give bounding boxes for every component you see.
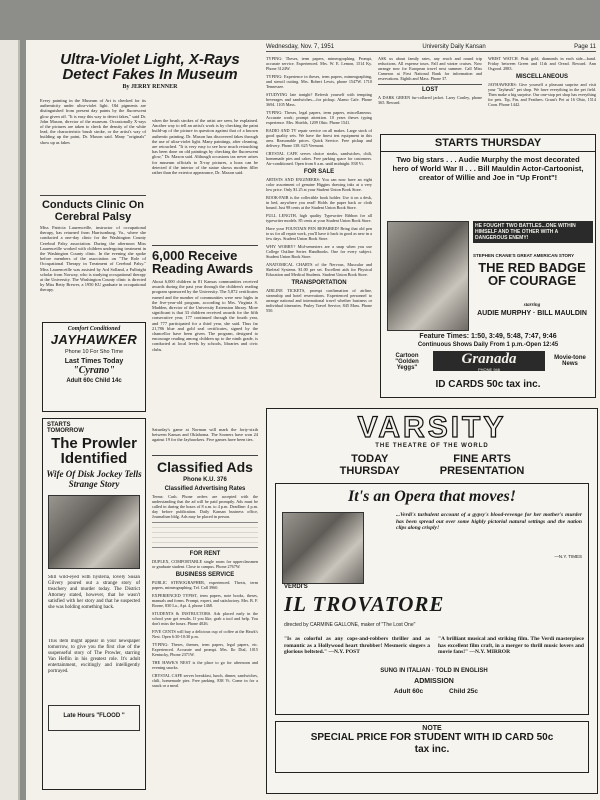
palsy-headline: Conducts Clinic On Cerebral Palsy <box>41 199 145 223</box>
trovatore-photo <box>282 512 364 584</box>
granada-red-badge: THE RED BADGE OF COURAGE <box>478 260 586 288</box>
c3-a3: STUDYING late tonight? Refresh yourself with tempting beverages and sandwiches—for pickup. Alamo Cafe. Phone 3694. 1105 Mass. <box>266 92 372 107</box>
trovatore-quote: ...Verdi's turbulent account of a gypsy's blood-revenge for her mother's murder has been spread out over some highly pictorial natural settings and the nation clips along crisply! <box>396 512 582 531</box>
misc-head: MISCELLANEOUS <box>515 74 568 80</box>
classified-phone: Phone K.U. 376 <box>183 477 227 483</box>
transportation-head: TRANSPORTATION <box>291 280 347 286</box>
bus-6: THE HAWK'S NEST is the place to go for afternoon and evening snacks. <box>152 660 258 670</box>
granada-cartoon: Cartoon "Golden Yeggs" <box>395 353 419 371</box>
trovatore-box <box>275 483 589 715</box>
prowler-body2: This item might appear in your newspaper tomorrow, to give you the first clue of the suspenseful story of The Prowler, starring Van Heflin in his greatest role. It's adult entertainment, excitingly and intelligently portrayed. <box>48 639 140 674</box>
for-sale-head: FOR SALE <box>303 169 335 175</box>
granada-movietone: Movie-tone News <box>554 355 586 367</box>
museum-continued: when the brush strokes of the artist are seen, he explained. Another way to tell an artist's work is by checking the paint build-up of the picture in question against that of a known authentic painting. Dr. Maxon has discovered fakes through the use of ultra-violet light. Many paintings, after cleaning, are retouched. "It is very easy to see how much retouching has been done on old paintings by checking the fluorescent glow," Dr. Maxon said. Although occasions tax never arises for museum officials to X-ray pictures, a hoax can be detected if the interior of the statue shows modern filler rather than the exterior appearance, Dr. Maxon said. <box>152 118 258 176</box>
c3-a4: TYPING: Theses, legal papers, term papers, miscellaneous. Accurate work; prompt attention. 10 years theses typing experience. Mrs. Shields, 1209 Ohio. Phone 1541. <box>266 110 372 125</box>
jayhawker-name: JAYHAWKER <box>50 332 138 347</box>
story-museum <box>40 52 260 92</box>
jayhawker-prices: Adult 60c Child 14c <box>66 378 122 384</box>
awards-headline: 6,000 Receive Reading Awards <box>152 248 254 276</box>
c3-s6: ANATOMICAL CHARTS of the Nervous, Muscular and Skeletal Systems. $1.00 per set. Excellent aids for Physical Education and Medical Students. Student Union Book Store. <box>266 262 372 277</box>
granada-times: Feature Times: 1:50, 3:49, 5:48, 7:47, 9:46 <box>419 333 557 340</box>
granada-starts: STARTS THURSDAY <box>381 135 595 152</box>
granada-stars: AUDIE MURPHY · BILL MAULDIN <box>477 310 587 317</box>
c3-t1: AIRLINE TICKETS, prompt confirmation of airline, steamship and hotel reservations. Experienced personnel to arrange national and international travel whether business or individual itineraries. Pasley Travel Service, 845 Mass. Phone 550. <box>266 288 372 313</box>
granada-phone: PHONE 946 <box>477 367 500 372</box>
prowler-tomorrow: TOMORROW <box>47 428 84 434</box>
prowler-footer-box <box>48 705 140 731</box>
granada-starring: starring <box>523 303 541 308</box>
header-date: Wednesday, Nov. 7, 1951 <box>266 44 335 50</box>
c3-a1: TYPING: Theses, term papers, mimeographing. Prompt, accurate service. Experienced. Mrs. W. E. Lemon, 1514 Ky. Phone 3124W. <box>266 56 372 71</box>
varsity-fine-arts: FINE ARTS <box>453 453 511 465</box>
museum-body: Every painting in the Museum of Art is checked for its authenticity under ultra-violet light. Old pigments are distinguished from present day paints by the fluorescent glow given off. "It is easy this way to detect fakes," said Dr. John Maxon, director of the museum. Occasionally X-rays of the pictures are taken to check the density of the white lead, the characteristic brush stroke, or the artist's way of building up the paint, Dr. Maxon said. Many "originals" show up as fakes <box>40 98 146 145</box>
jayhawker-ad <box>42 322 146 412</box>
trovatore-verdis: VERDI'S <box>284 584 308 590</box>
bus-2: EXPERIENCED TYPIST, term papers, note books, theses, manuals and forms. Prompt, expert, and satisfactory. Mrs. B. F. Boone, 830 La., Apt. 4, phone 1468. <box>152 593 258 608</box>
trovatore-child: Child 25c <box>449 688 478 695</box>
story-reading-awards <box>152 242 258 463</box>
c5-wrist: WRIST WATCH. Pink gold, diamonds in each side—band. Friday between Green and 11th and Oread. Reward. Ann Osgood. 2883. <box>488 56 596 71</box>
note-label: NOTE <box>422 725 442 732</box>
student-price-box <box>275 721 589 773</box>
varsity-sub: THE THEATRE OF THE WORLD <box>375 443 489 449</box>
varsity-ad <box>266 408 598 794</box>
classified-rates-body: Terms: Cash. Phone orders are accepted with the understanding that the ad will be paid promptly. Ads must be called in during the hours of 8 a.m. to 4 p.m. Deadline: 4 p.m. day before publication. Daily Kansan business office, Journalism bldg. Ads may be placed in person. <box>152 494 258 519</box>
classified-col-3 <box>266 56 372 400</box>
granada-cont: Continuous Shows Daily From 1 p.m.-Open 12:45 <box>417 342 559 348</box>
trovatore-title: IL TROVATORE <box>284 592 445 616</box>
rates-table <box>152 522 258 548</box>
c4-a1: ASK us about family rates, any reach and round trip reductions. All expense tours. Fall and winter cruises. Now arrange now for European travel next summer. Call Miss Cameron at First National Bank for information and reservations. Eighth and Mass. Phone 37. <box>378 56 482 81</box>
granada-fought: HE FOUGHT TWO BATTLES...ONE WITHIN HIMSELF AND THE OTHER WITH A DANGEROUS ENEMY! <box>473 221 593 243</box>
c4-l1: A DARK GREEN fur-collared jacket. Larry Conley, phone 365. Reward. <box>378 95 482 105</box>
header-paper: University Daily Kansan <box>422 44 486 50</box>
varsity-today: TODAY <box>351 453 389 465</box>
student-price: SPECIAL PRICE FOR STUDENT WITH ID CARD 50c tax inc. <box>310 732 554 755</box>
granada-id: ID CARDS 50c tax inc. <box>435 379 541 390</box>
business-head: BUSINESS SERVICE <box>175 572 235 578</box>
c3-a6: CRYSTAL CAFE serves choice steaks, sandwiches, chili, homemade pies and cakes. Free parking space for customers. Air-conditioned. Open from 6 a.m. until midnight. 838 Vt. <box>266 151 372 166</box>
granada-name: Granada <box>461 351 517 367</box>
jayhawker-sub: Phone 10 For Sho Time <box>64 349 124 355</box>
c3-a2: TYPING: Experience in theses, term papers, mimeographing, and stencil cutting. Mrs. Robert Lewis, phone 1547W. 1710 Tennessee. <box>266 74 372 89</box>
prowler-photo <box>48 495 140 569</box>
museum-byline: By JERRY RENNER <box>122 84 178 90</box>
trovatore-sung: SUNG IN ITALIAN · TOLD IN ENGLISH <box>380 668 488 674</box>
trovatore-admission: ADMISSION <box>414 678 454 685</box>
c5-m1: JAYHAWKERS: Give yourself a pleasant surprise and visit your "Jayhawk" pet shop. We have everything in the pet field. Then make a big surprise. Our one-stop pet shop has everything for pets. Tip, Fin, and Feathers. Grant's Pet at 16 Ohio, 1514 Coon. Phone 1442. <box>488 82 596 107</box>
header-page: Page 11 <box>574 44 596 50</box>
bus-3: STUDENTS & INSTRUCTORS. Ads placed early in the school year get results. If you like, grab a tool and help. You don't miss the hours. Phone 4026. <box>152 611 258 626</box>
trovatore-directed: directed by CARMINE GALLONE, maker of "The Lost One" <box>284 622 416 628</box>
bus-7: CRYSTAL CAFE serves breakfast, lunch, dinner, sandwiches, chili, homemade pies. Free parking. 838 Vt. Come in for a snack or a meal. <box>152 673 258 688</box>
granada-line1: Two big stars . . . Audie Murphy the most decorated hero of World War II . . . Bill Mauldin Actor-Cartoonist, creator of Willie and Joe in "Up Front"! <box>392 155 584 182</box>
varsity-thursday: THURSDAY <box>339 465 400 477</box>
jayhawker-last: Last Times Today <box>64 358 124 365</box>
classified-rates-head: Classified Advertising Rates <box>164 486 246 492</box>
classified-section <box>152 452 258 792</box>
adjacent-page-edge <box>0 40 20 800</box>
granada-photo <box>387 221 469 331</box>
bus-1: PUBLIC STENOGRAPHER, experienced. Thesis, term papers, mimeographing. Tel. Call 3960. <box>152 580 258 590</box>
museum-headline: Ultra-Violet Light, X-Rays Detect Fakes In Museum <box>60 52 240 83</box>
awards-body: About 6,000 children in 81 Kansas communities received awards during the past year through the children's reading program sponsored by the University. The 5,872 certificates earned and the number of communities were new highs in the five-year-old program, according to Mrs. Virginia S. Madden, director of the University Extension library. More significant is that 33 children received awards for the fifth consecutive year, 177 continued through the fourth year, and 777 participated for a third year, she said. Thus far 21,786 blue and gold seal certificates, signed by the chancellor have been given. The program, designed to encourage reading among children up to the ninth grade, is conducted at local levels by schools, libraries and civic clubs. <box>152 279 258 352</box>
prowler-body: Still wild-eyed with hysteria, lovely Susan Gilvery poured out a strange story of treachery and murder today. The District Attorney stated, however, that he wasn't satisfied with her story and that he suspected she was holding something back. <box>48 575 140 610</box>
trovatore-quote3: "A brilliant musical and striking film. The Verdi masterpiece has excellent film craft, in a merger to thrill music lovers and movie fans!" —N.Y. MIRROR <box>438 636 584 655</box>
c3-s1: ARTISTS AND ENGINEERS: You can now have an eight color assortment of genuine Higgins drawing inks at a very low price. Only $1.25 at your Student Union Book Store. <box>266 177 372 192</box>
varsity-name: VARSITY <box>357 411 507 444</box>
granada-ad <box>380 134 596 398</box>
classified-title: Classified Ads <box>157 459 253 475</box>
awards-tail: Saturday's game at Norman will mark the forty-sixth between Kansas and Oklahoma. The Sooners have won 24 against 19 for the Jayhawkers. Five games have been ties. <box>152 427 258 443</box>
trovatore-quote-src: —N.Y. TIMES <box>554 554 582 559</box>
lost-head: LOST <box>378 84 482 93</box>
story-cerebral-palsy <box>40 192 146 323</box>
trovatore-tagline: It's an Opera that moves! <box>347 488 516 505</box>
palsy-body: Miss Patricia Laurenceille, instructor of occupational therapy, has returned from Harrisonburg, Va., where she conducted a one-day clinic for the Washington County Cerebral Palsy association. During the afternoon Miss Laurenceille worked with children undergoing treatment in the Washington County clinic. In the evening she spoke before members of the association on "The Role of Occupational Therapy in Treatment of Cerebral Palsy." Miss Laurenceille was assisted by Ard Solland, a Fulbright scholar from Norway, who is studying occupational therapy at the University. The Washington County clinic is directed by Miss Betty Brewer, a 1950 KU graduate in occupational therapy. <box>40 225 146 293</box>
c3-s2: BOOK-FAIR is the collectible book holder. Use it on a desk, in bed, anywhere you read! Holds the paper back or cloth bound. Just 98 cents at the Student Union Book Store. <box>266 195 372 210</box>
granada-logo <box>433 351 545 371</box>
varsity-dates <box>267 453 597 477</box>
c3-s3: FULL LENGTH, high quality Typewriter Ribbon for all typewriter models. 85 cents at your Student Union Book Store. <box>266 213 372 223</box>
newspaper-page <box>26 40 600 800</box>
jayhawker-top: Comfort Conditioned <box>67 326 121 332</box>
jayhawker-film: "Cyrano" <box>73 365 115 376</box>
rent-1: DUPLEX, COMFORTABLE single room for upperclassmen or graduate student. Close to campus. Phone 2767W. <box>152 559 258 569</box>
for-rent-head: FOR RENT <box>189 551 221 557</box>
prowler-footer: Late Hours "FLOOD " <box>63 713 125 719</box>
classified-col-4 <box>378 56 482 130</box>
page-header <box>266 44 596 52</box>
c3-s5: WHY WORRY? Mid-semesters are a snap when you use College Outline Series Handbooks. One for every subject. Student Union Book Store. <box>266 244 372 259</box>
c3-s4: Have your FOUNTAIN PEN REPAIRED! Bring that old pen to us for all repair work, you'll have it back in good as new in a few days. Student Union Book Store. <box>266 226 372 241</box>
classified-col-5 <box>488 56 596 130</box>
varsity-presentation: PRESENTATION <box>439 465 525 477</box>
prowler-sub: Wife Of Disk Jockey Tells Strange Story <box>46 469 142 489</box>
prowler-starts: STARTS <box>47 422 71 428</box>
granada-crane: STEPHEN CRANE'S GREAT AMERICAN STORY <box>473 253 575 258</box>
c3-a5: RADIO AND TV repair service on all makes. Large stock of good quality sets. We have the finest test equipment in this area. Reasonable prices. Quick Service. Free pickup and delivery. Phone 138. 625 Vermont. <box>266 128 372 148</box>
prowler-title: The Prowler Identified <box>51 435 137 467</box>
trovatore-quote2: "Is as colorful as any cops-and-robbers thriller and as romantic as a Hollywood heart throbber! Mesmeric singers a glorious beltsted." —N.Y. POST <box>284 636 430 655</box>
bus-5: TYPING: Theses, themes, term papers, legal papers, etc. Experienced. Accurate and prompt. Mrs. Ilo Dial, 1015 Kentucky, Phone 2371W. <box>152 642 258 657</box>
trovatore-adult: Adult 60c <box>393 688 424 695</box>
bus-4: FIVE CENTS will buy a delicious cup of coffee at the Hawk's Nest. Open 6:30-10:30 p.m. <box>152 629 258 639</box>
prowler-ad <box>42 418 146 790</box>
